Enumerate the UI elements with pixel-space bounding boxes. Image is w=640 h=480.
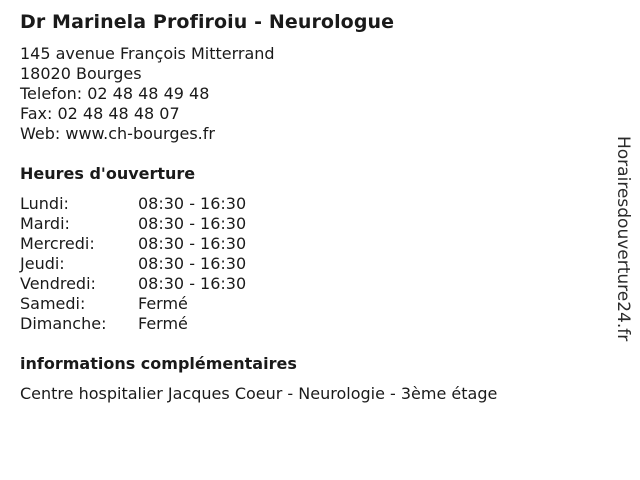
hours-day: Mardi: bbox=[20, 214, 70, 233]
additional-info-text: Centre hospitalier Jacques Coeur - Neurologie - 3ème étage bbox=[20, 384, 498, 403]
hours-day: Samedi: bbox=[20, 294, 86, 313]
opening-hours-heading: Heures d'ouverture bbox=[20, 164, 196, 183]
hours-row-wednesday bbox=[20, 234, 246, 254]
hours-day: Dimanche: bbox=[20, 314, 107, 333]
hours-time: 08:30 - 16:30 bbox=[138, 194, 247, 213]
hours-day: Jeudi: bbox=[20, 254, 65, 273]
fax-number: Fax: 02 48 48 48 07 bbox=[20, 104, 180, 123]
watermark-text: Horairesdouverture24.fr bbox=[613, 136, 633, 342]
additional-info-heading: informations complémentaires bbox=[20, 354, 297, 373]
hours-time: Fermé bbox=[138, 294, 188, 313]
hours-day: Mercredi: bbox=[20, 234, 95, 253]
hours-row-tuesday bbox=[20, 214, 246, 234]
hours-time: 08:30 - 16:30 bbox=[138, 254, 247, 273]
hours-row-saturday bbox=[20, 294, 246, 314]
hours-time: Fermé bbox=[138, 314, 188, 333]
phone-number: Telefon: 02 48 48 49 48 bbox=[20, 84, 210, 103]
address-city: 18020 Bourges bbox=[20, 64, 142, 83]
watermark bbox=[612, 136, 636, 346]
hours-time: 08:30 - 16:30 bbox=[138, 274, 247, 293]
hours-row-sunday bbox=[20, 314, 246, 334]
contact-block bbox=[20, 44, 275, 144]
hours-time: 08:30 - 16:30 bbox=[138, 234, 247, 253]
address-street: 145 avenue François Mitterrand bbox=[20, 44, 275, 63]
hours-day: Vendredi: bbox=[20, 274, 96, 293]
page-title: Dr Marinela Profiroiu - Neurologue bbox=[20, 11, 395, 33]
hours-row-monday bbox=[20, 194, 246, 214]
website: Web: www.ch-bourges.fr bbox=[20, 124, 215, 143]
hours-row-thursday bbox=[20, 254, 246, 274]
opening-hours-table bbox=[20, 194, 246, 334]
hours-time: 08:30 - 16:30 bbox=[138, 214, 247, 233]
hours-row-friday bbox=[20, 274, 246, 294]
hours-day: Lundi: bbox=[20, 194, 69, 213]
